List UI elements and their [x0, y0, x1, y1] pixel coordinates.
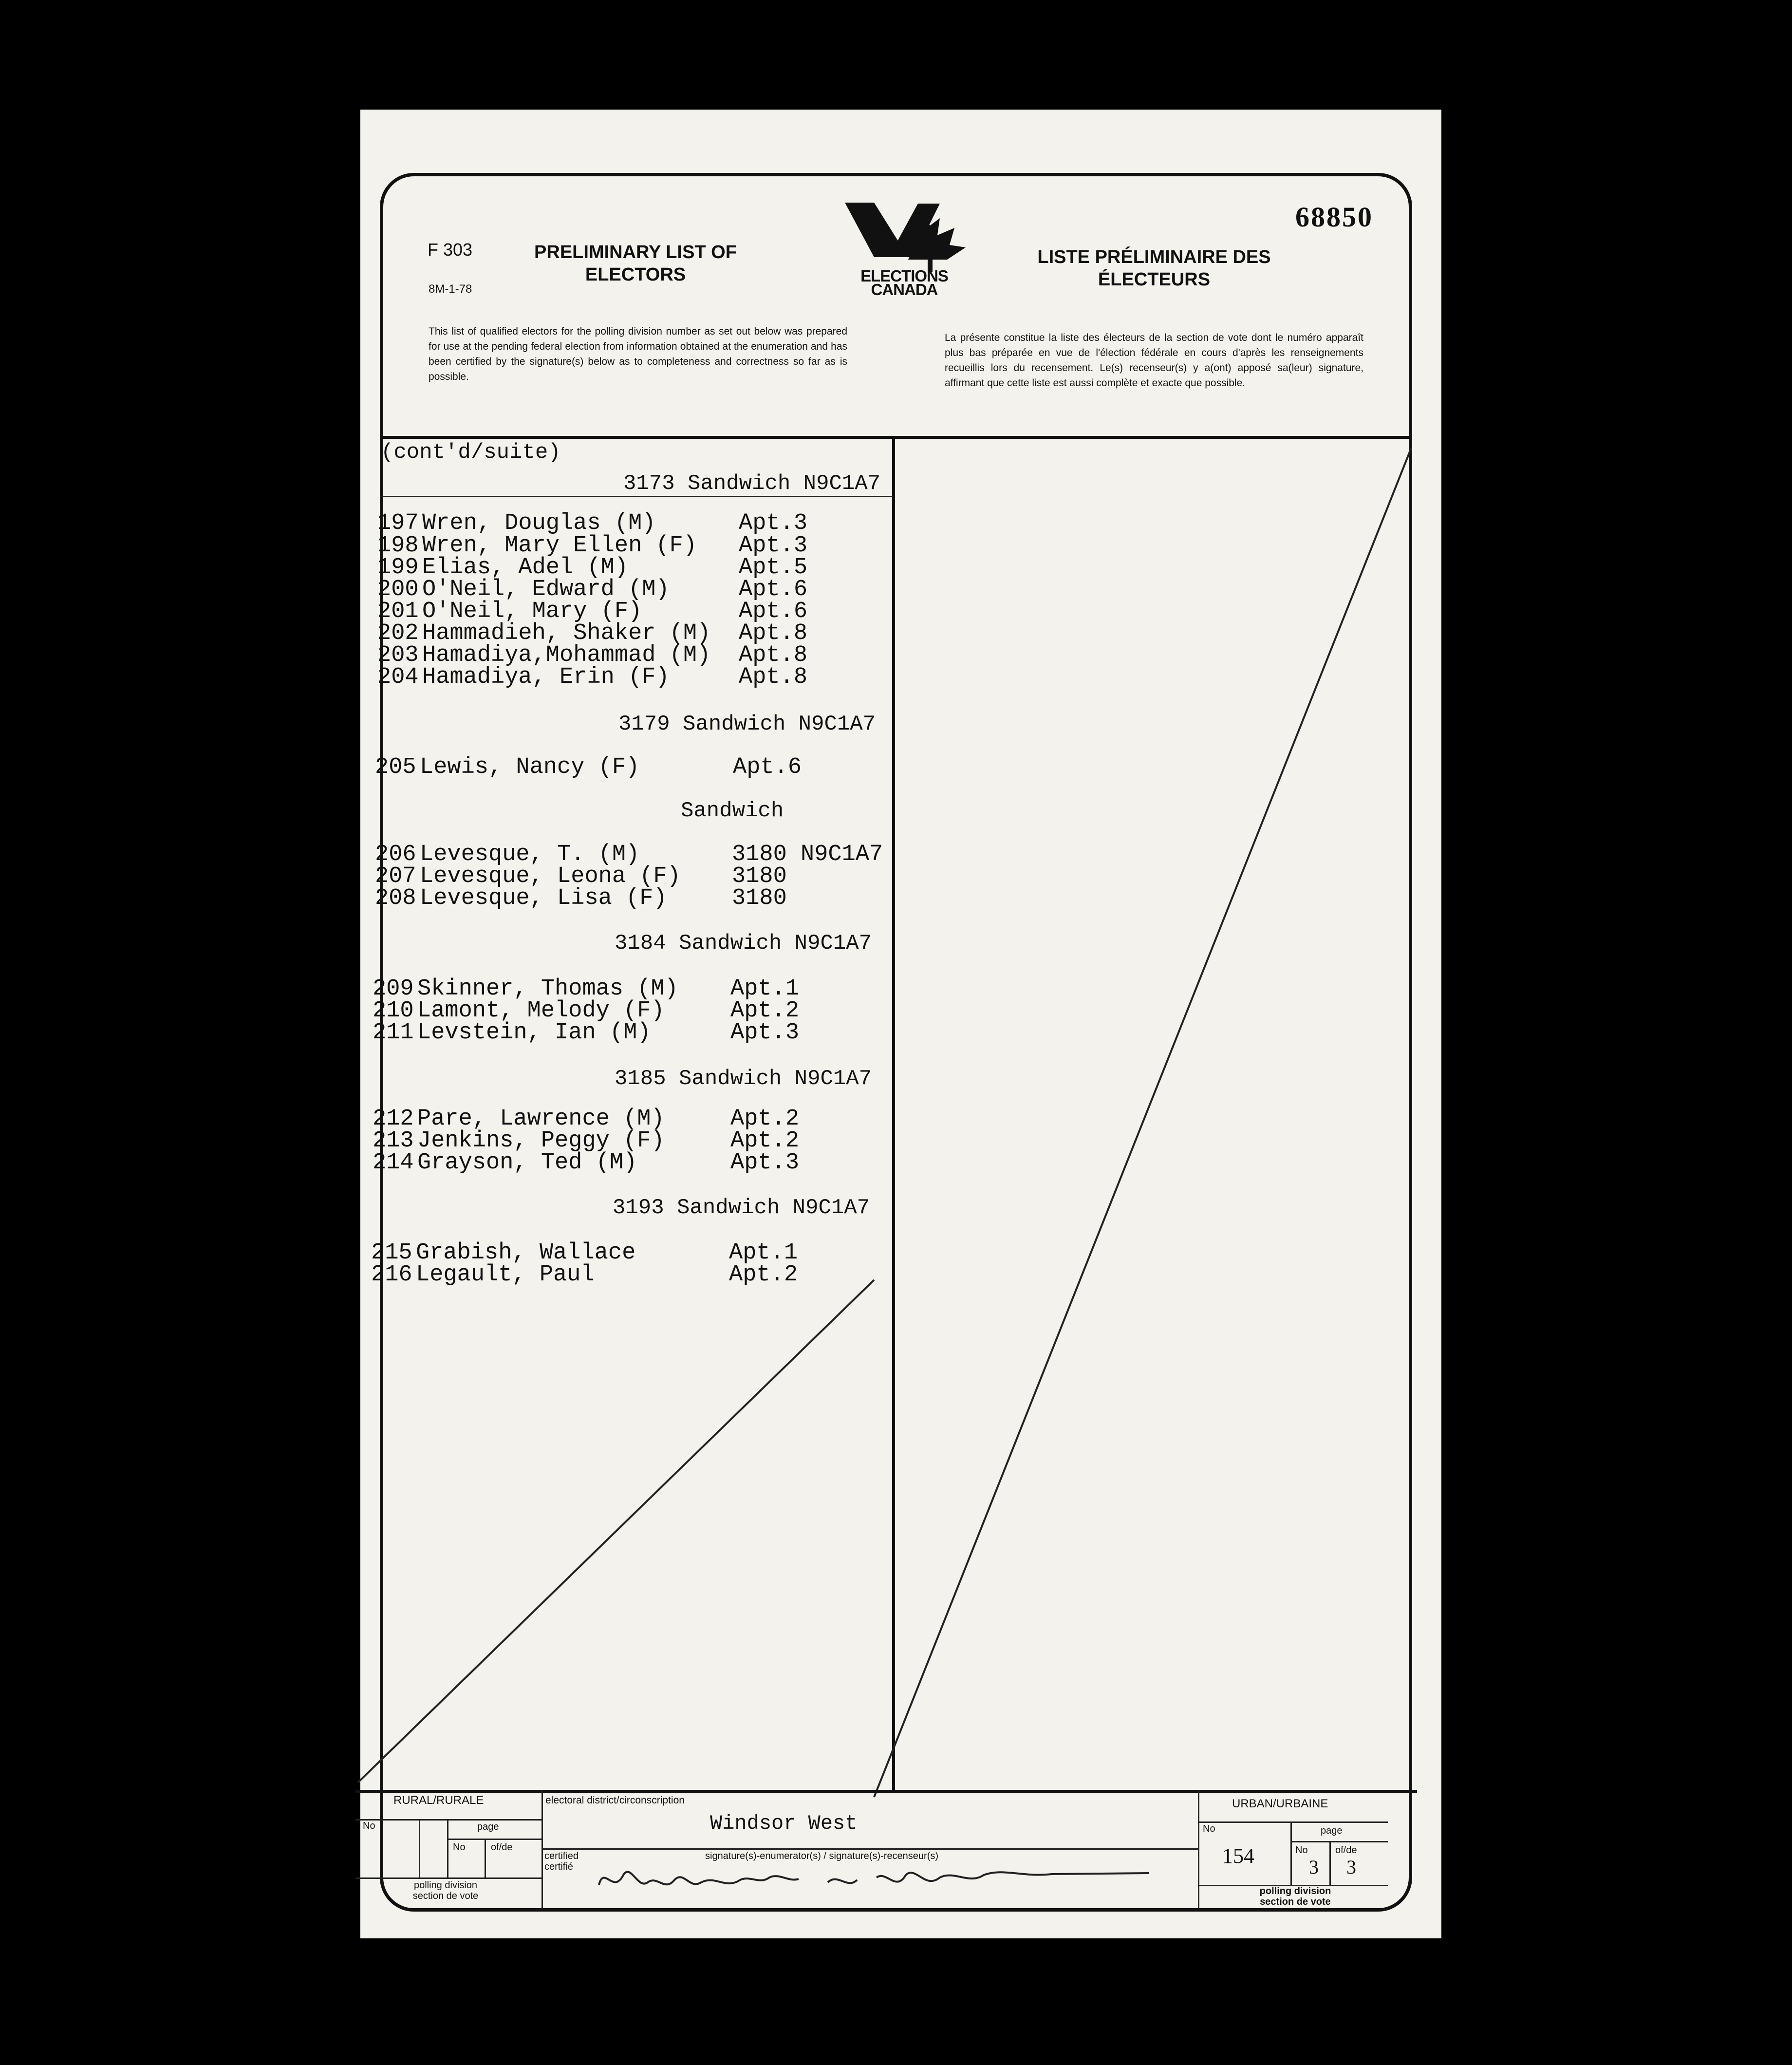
urban-page-label: page: [1321, 1825, 1343, 1836]
list-item: 203 Hamadiya,Mohammad (M) Apt.8: [377, 642, 808, 668]
list-item: 207 Levesque, Leona (F) 3180: [375, 864, 787, 889]
footer-rule: [355, 1877, 541, 1879]
footer-divider: [447, 1819, 448, 1877]
urban-polling-division-label: polling division section de vote: [1259, 1886, 1331, 1907]
list-item: 214 Grayson, Ted (M) Apt.3: [373, 1150, 800, 1176]
footer-divider: [1290, 1821, 1292, 1885]
footer-divider: [485, 1839, 486, 1877]
list-item: 210 Lamont, Melody (F) Apt.2: [373, 998, 800, 1024]
list-item: 206 Levesque, T. (M) 3180 N9C1A7: [375, 842, 883, 867]
urban-label: URBAN/URBAINE: [1232, 1797, 1328, 1810]
footer-divider: [1198, 1790, 1199, 1909]
urban-of-label: of/de: [1335, 1845, 1357, 1856]
form-date: 8M-1-78: [429, 282, 472, 296]
description-english: This list of qualified electors for the polling division number as set out below was prepared for use at the pending federal election from information obtained at the enumeration and has been certified by the signature(s) below as to completeness and correctness so far as is possible.: [429, 326, 847, 382]
list-item: 205 Lewis, Nancy (F) Apt.6: [375, 754, 802, 780]
street-heading: 3179 Sandwich N9C1A7: [618, 712, 876, 736]
continued-label: (cont'd/suite): [381, 440, 561, 465]
rural-page-label: page: [477, 1821, 499, 1832]
list-item: 202 Hammadieh, Shaker (M) Apt.8: [377, 620, 808, 646]
district-value: Windsor West: [710, 1812, 858, 1835]
enumerator-signatures: [584, 1856, 1198, 1909]
footer-top-rule: [355, 1790, 1417, 1793]
street-heading: Sandwich: [681, 799, 784, 823]
footer-rule: [541, 1848, 1198, 1850]
footer-divider: [1329, 1841, 1331, 1885]
rural-no-label: No: [363, 1821, 375, 1831]
list-item: 211 Levstein, Ian (M) Apt.3: [373, 1020, 800, 1046]
footer-rule: [1198, 1821, 1388, 1823]
urban-page-no-label: No: [1295, 1845, 1308, 1856]
footer-rule: [1290, 1841, 1388, 1842]
street-heading: 3185 Sandwich N9C1A7: [615, 1067, 872, 1091]
urban-no-label: No: [1203, 1823, 1215, 1834]
street-heading: 3193 Sandwich N9C1A7: [613, 1196, 870, 1220]
rural-polling-division-label: polling division section de vote: [412, 1880, 479, 1901]
street-heading: 3173 Sandwich N9C1A7: [623, 471, 881, 496]
logo-text: ELECTIONS CANADA: [860, 267, 948, 299]
rural-label: RURAL/RURALE: [393, 1794, 484, 1807]
list-item: 215 Grabish, Wallace Apt.1: [371, 1240, 798, 1266]
urban-of-value: 3: [1346, 1856, 1356, 1878]
list-item: 216 Legault, Paul Apt.2: [371, 1262, 798, 1288]
list-item: 198 Wren, Mary Ellen (F) Apt.3: [377, 533, 808, 559]
title-french: LISTE PRÉLIMINAIRE DES ÉLECTEURS: [1037, 247, 1271, 290]
urban-polling-number: 154: [1222, 1844, 1254, 1868]
title-english: PRELIMINARY LIST OF ELECTORS: [534, 242, 737, 285]
list-item: 200 O'Neil, Edward (M) Apt.6: [377, 577, 808, 602]
rural-of-label: of/de: [491, 1842, 513, 1853]
list-item: 212 Pare, Lawrence (M) Apt.2: [373, 1106, 800, 1132]
list-item: 201 O'Neil, Mary (F) Apt.6: [377, 599, 808, 624]
footer-rule: [355, 1819, 541, 1821]
rural-page-no-label: No: [453, 1842, 466, 1853]
list-item: 204 Hamadiya, Erin (F) Apt.8: [377, 664, 808, 690]
form-number: F 303: [428, 240, 473, 260]
list-item: 209 Skinner, Thomas (M) Apt.1: [373, 976, 800, 1002]
certified-label: certified certifié: [544, 1851, 579, 1872]
district-label: electoral district/circonscription: [545, 1795, 685, 1806]
serial-number: 68850: [1295, 201, 1373, 233]
footer-divider: [419, 1819, 420, 1877]
description-french: La présente constitue la liste des électeurs de la section de vote dont le numéro apparaît plus bas préparée en vue de l'élection fédérale en cours d'après les renseignements recueillis lors du recensement. Le(s) recenseur(s) y a(ont) apposé sa(leur) signature, affirmant que cette liste est aussi complète et exacte que possible.: [945, 332, 1363, 389]
footer-rule: [447, 1839, 541, 1840]
street-heading: 3184 Sandwich N9C1A7: [615, 931, 872, 956]
list-item: 208 Levesque, Lisa (F) 3180: [375, 885, 787, 911]
signature-label: signature(s)-enumerator(s) / signature(s)-recenseur(s): [705, 1851, 939, 1861]
list-item: 199 Elias, Adel (M) Apt.5: [377, 555, 808, 581]
urban-page-value: 3: [1309, 1856, 1319, 1878]
list-item: 213 Jenkins, Peggy (F) Apt.2: [373, 1128, 800, 1154]
list-item: 197 Wren, Douglas (M) Apt.3: [377, 510, 808, 536]
